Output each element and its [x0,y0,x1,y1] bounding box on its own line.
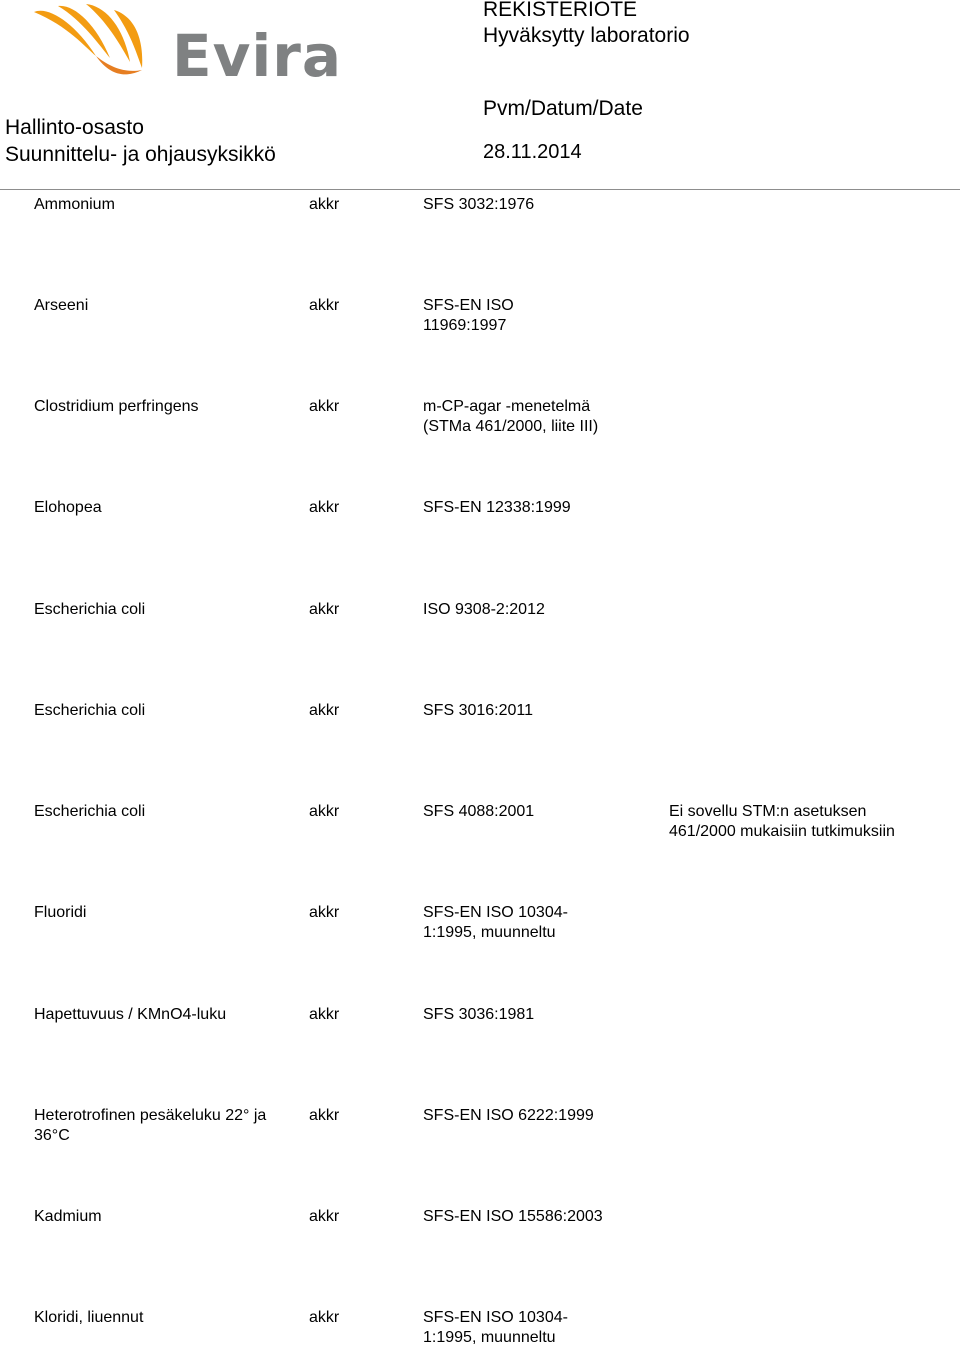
analyte-name: Elohopea [34,499,102,516]
date-label: Pvm/Datum/Date [483,97,643,120]
test-method: SFS-EN 12338:1999 [423,499,571,516]
accreditation-status: akkr [309,702,340,719]
document-subtitle: Hyväksytty laboratorio [483,24,690,47]
document-title: REKISTERIOTE [483,0,638,21]
analyte-name: Hapettuvuus / KMnO4-luku [34,1006,227,1023]
remark: Ei sovellu STM:n asetuksen 461/2000 mukaisiin tutkimuksiin [669,803,895,840]
department-label: Hallinto-osasto [5,116,144,139]
logo-wordmark: Evira [172,22,343,90]
analyte-name: Arseeni [34,297,89,314]
test-method: SFS 4088:2001 [423,803,535,820]
accreditation-status: akkr [309,904,340,921]
accreditation-status: akkr [309,196,340,213]
test-method: m-CP-agar -menetelmä (STMa 461/2000, liite III) [423,398,599,435]
analyte-name: Clostridium perfringens [34,398,199,415]
test-method: SFS-EN ISO 10304-1:1995, muunneltu [423,904,568,941]
accreditation-status: akkr [309,297,340,314]
accreditation-status: akkr [309,803,340,820]
date-value: 28.11.2014 [483,141,582,163]
analyte-name: Kadmium [34,1208,102,1225]
analyte-name: Heterotrofinen pesäkeluku 22° ja 36°C [34,1107,267,1144]
test-method: SFS-EN ISO 6222:1999 [423,1107,594,1124]
accreditation-status: akkr [309,1107,340,1124]
accreditation-status: akkr [309,499,340,516]
evira-logo [26,4,343,90]
accreditation-status: akkr [309,1006,340,1023]
unit-label: Suunnittelu- ja ohjausyksikkö [5,143,276,166]
test-method: SFS 3032:1976 [423,196,535,213]
analyte-name: Kloridi, liuennut [34,1309,144,1326]
test-method: SFS-EN ISO 15586:2003 [423,1208,603,1225]
test-method: ISO 9308-2:2012 [423,601,545,618]
analyte-name: Escherichia coli [34,702,146,719]
test-method: SFS 3016:2011 [423,702,534,719]
test-method: SFS-EN ISO 10304-1:1995, muunneltu [423,1309,568,1346]
accreditation-status: akkr [309,1208,340,1225]
accreditation-status: akkr [309,1309,340,1326]
accreditation-status: akkr [309,398,340,415]
header-divider [0,189,960,190]
analyte-name: Ammonium [34,196,115,213]
test-method: SFS 3036:1981 [423,1006,535,1023]
analyte-name: Escherichia coli [34,601,146,618]
analyte-name: Escherichia coli [34,803,146,820]
evira-logo-mark-icon [26,4,176,86]
analyte-name: Fluoridi [34,904,87,921]
test-method: SFS-EN ISO 11969:1997 [423,297,514,334]
accreditation-status: akkr [309,601,340,618]
